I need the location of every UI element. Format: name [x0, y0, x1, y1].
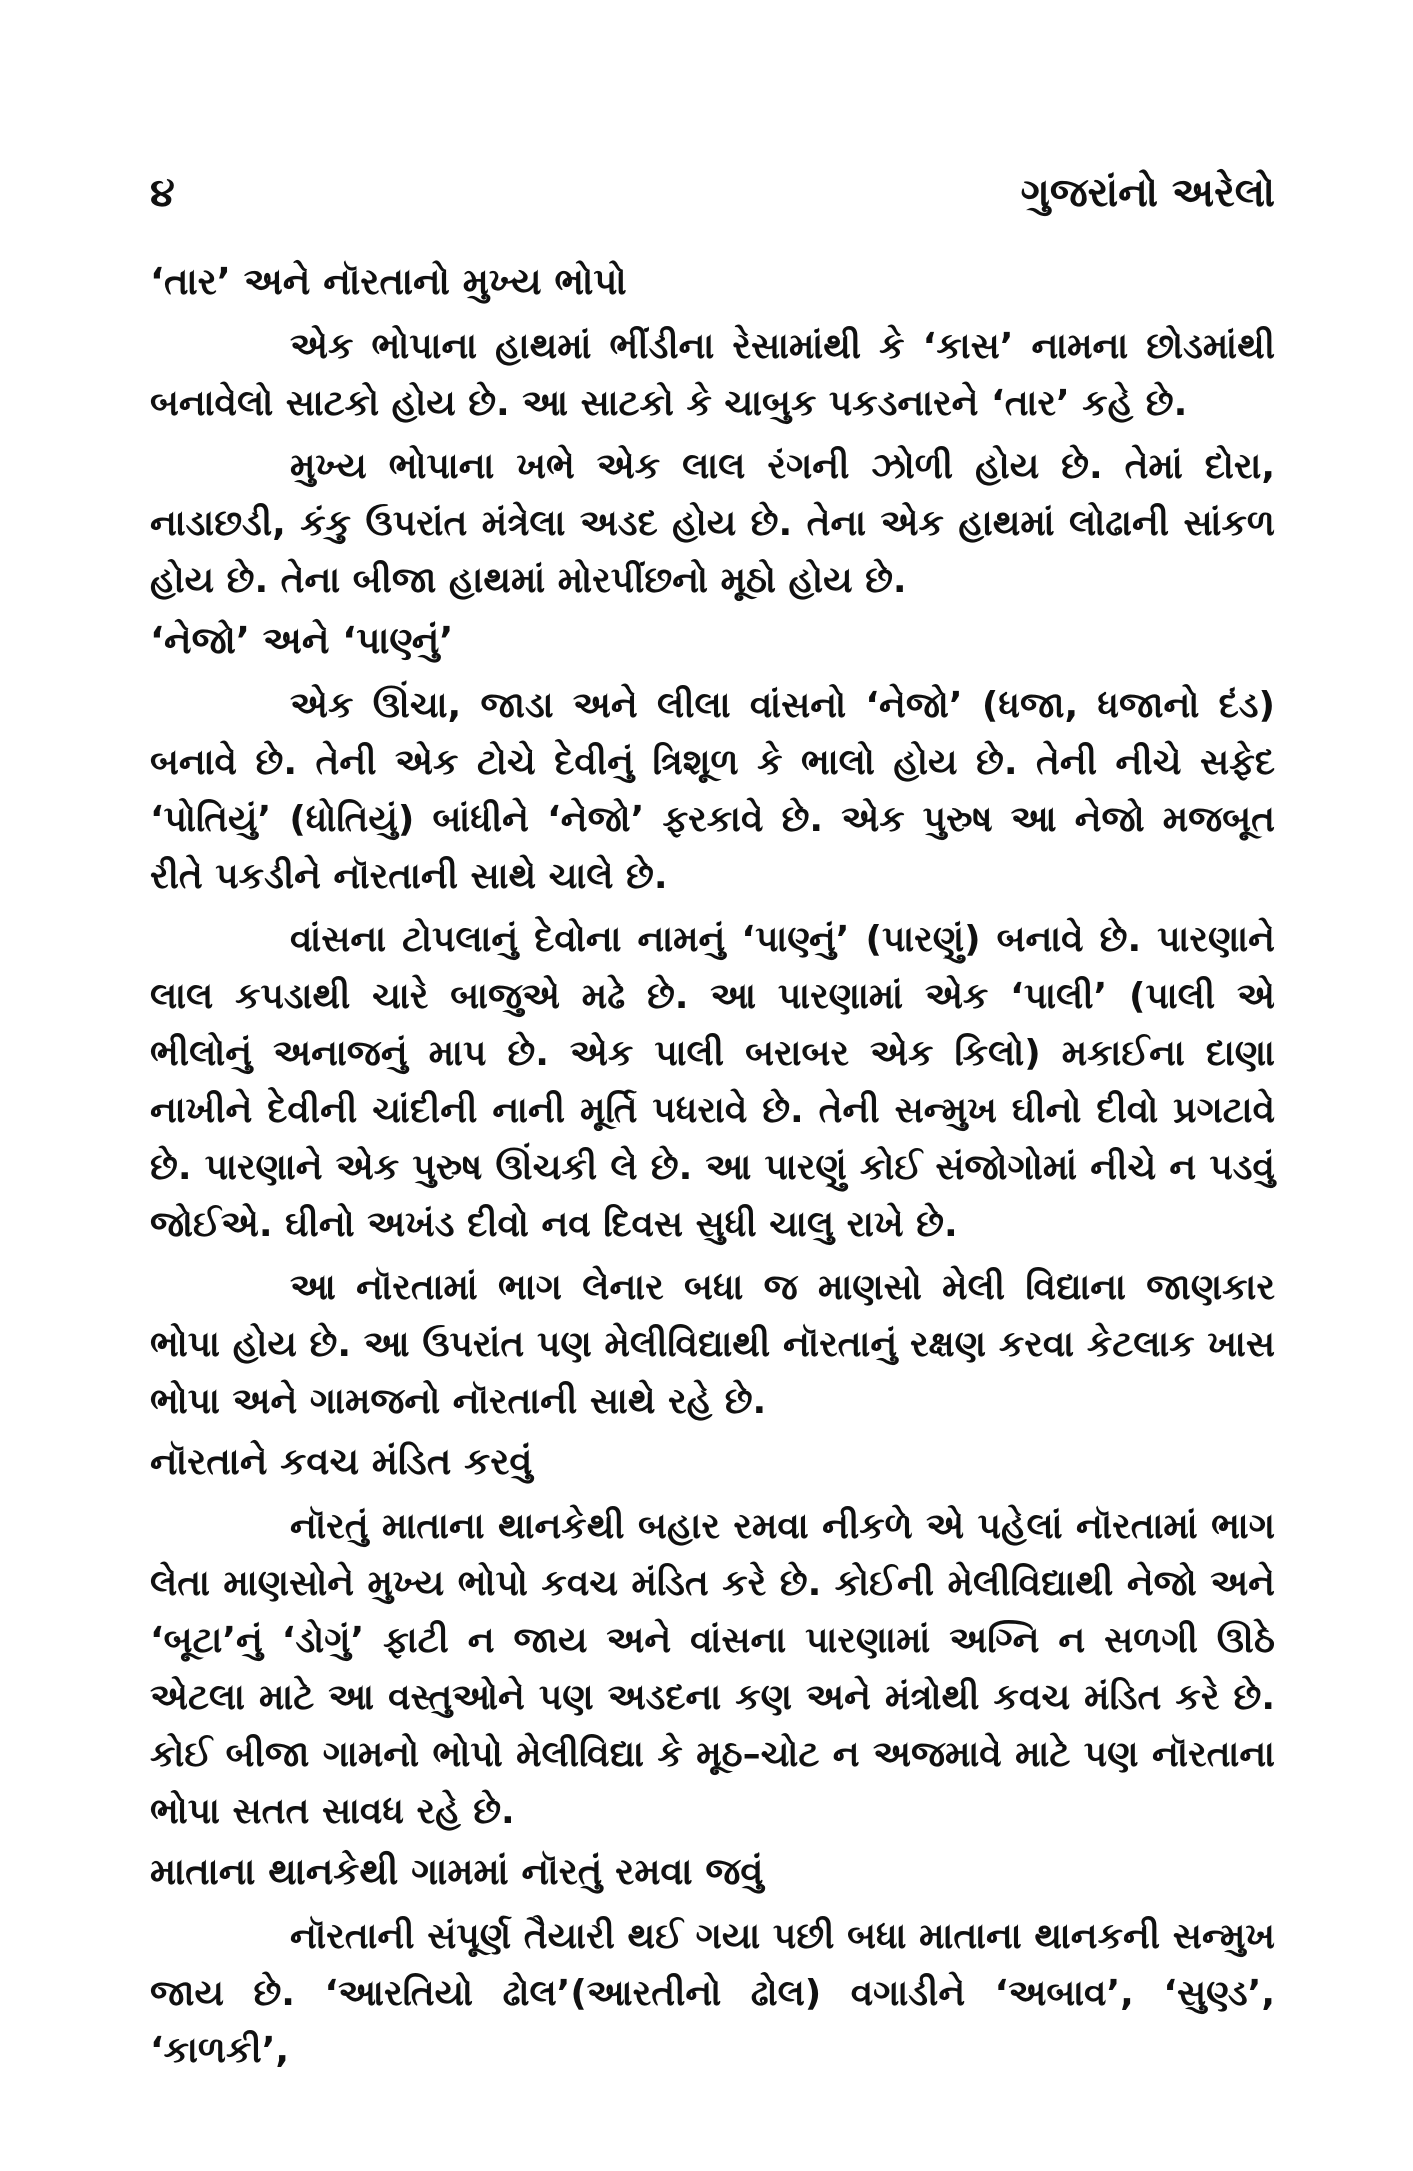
page-number: ૪	[150, 170, 175, 216]
section-taar	[150, 256, 1275, 609]
section-kavach	[150, 1436, 1275, 1840]
paragraph: એક ભોપાના હાથમાં ભીંડીના રેસામાંથી કે ‘કાસ’ નામના છોડમાંથી બનાવેલો સાટકો હોય છે. આ સાટકો કે ચાબુક પકડનારને ‘તાર’ કહે છે.	[150, 326, 1275, 424]
section-heading: ‘નેજો’ અને ‘પાણ્નું’	[150, 619, 454, 662]
section-heading: નૉરતાને કવચ મંડિત કરવું	[150, 1440, 533, 1483]
section-heading: ‘તાર’ અને નૉરતાનો મુખ્ય ભોપો	[150, 260, 627, 303]
paragraph: નૉરતાની સંપૂર્ણ તૈયારી થઈ ગયા પછી બધા માતાના થાનકની સન્મુખ જાય છે. ‘આરતિયો ઢોલ’(આરતીનો ઢોલ) વગાડીને ‘અબાવ’, ‘સુણ્ડ’, ‘કાળકી’,	[150, 1916, 1275, 2071]
running-title: ગુજરાંનો અરેલો	[1020, 170, 1275, 216]
book-page	[150, 170, 1275, 2085]
paragraph: આ નૉરતામાં ભાગ લેનાર બધા જ માણસો મેલી વિદ્યાના જાણકાર ભોપા હોય છે. આ ઉપરાંત પણ મેલીવિદ્યાથી નૉરતાનું રક્ષણ કરવા કેટલાક ખાસ ભોપા અને ગામજનો નૉરતાની સાથે રહે છે.	[150, 1267, 1275, 1422]
paragraph: નૉરતું માતાના થાનકેથી બહાર રમવા નીકળે એ પહેલાં નૉરતામાં ભાગ લેતા માણસોને મુખ્ય ભોપો કવચ મંડિત કરે છે. કોઈની મેલીવિદ્યાથી નેજો અને ‘બૂટા’નું ‘ડોગું’ ફાટી ન જાય અને વાંસના પારણામાં અગ્નિ ન સળગી ઊઠે એટલા માટે આ વસ્તુઓને પણ અડદના કણ અને મંત્રોથી કવચ મંડિત કરે છે. કોઈ બીજા ગામનો ભોપો મેલીવિદ્યા કે મૂઠ–ચોટ ન અજમાવે માટે પણ નૉરતાના ભોપા સતત સાવધ રહે છે.	[150, 1506, 1275, 1832]
paragraph: વાંસના ટોપલાનું દેવોના નામનું ‘પાણ્નું’ (પારણું) બનાવે છે. પારણાને લાલ કપડાથી ચારે બાજુએ મઢે છે. આ પારણામાં એક ‘પાલી’ (પાલી એ ભીલોનું અનાજનું માપ છે. એક પાલી બરાબર એક કિલો) મકાઈના દાણા નાખીને દેવીની ચાંદીની નાની મૂર્તિ પધરાવે છે. તેની સન્મુખ ઘીનો દીવો પ્રગટાવે છે. પારણાને એક પુરુષ ઊંચકી લે છે. આ પારણું કોઈ સંજોગોમાં નીચે ન પડવું જોઈએ. ઘીનો અખંડ દીવો નવ દિવસ સુધી ચાલુ રાખે છે.	[150, 919, 1275, 1245]
section-heading: માતાના થાનકેથી ગામમાં નૉરતું રમવા જવું	[150, 1850, 764, 1893]
section-nejo	[150, 615, 1275, 1430]
running-head	[150, 170, 1275, 250]
paragraph: એક ઊંચા, જાડા અને લીલા વાંસનો ‘નેજો’ (ધજા, ધજાનો દંડ) બનાવે છે. તેની એક ટોચે દેવીનું ત્રિશૂળ કે ભાલો હોય છે. તેની નીચે સફેદ ‘પોતિયું’ (ધોતિયું) બાંધીને ‘નેજો’ ફરકાવે છે. એક પુરુષ આ નેજો મજબૂત રીતે પકડીને નૉરતાની સાથે ચાલે છે.	[150, 685, 1275, 897]
paragraph: મુખ્ય ભોપાના ખભે એક લાલ રંગની ઝોળી હોય છે. તેમાં દોરા, નાડાછડી, કંકુ ઉપરાંત મંત્રેલા અડદ હોય છે. તેના એક હાથમાં લોઢાની સાંકળ હોય છે. તેના બીજા હાથમાં મોરપીંછનો મૂઠો હોય છે.	[150, 446, 1275, 601]
section-gam-ma-ramva	[150, 1846, 1275, 2079]
